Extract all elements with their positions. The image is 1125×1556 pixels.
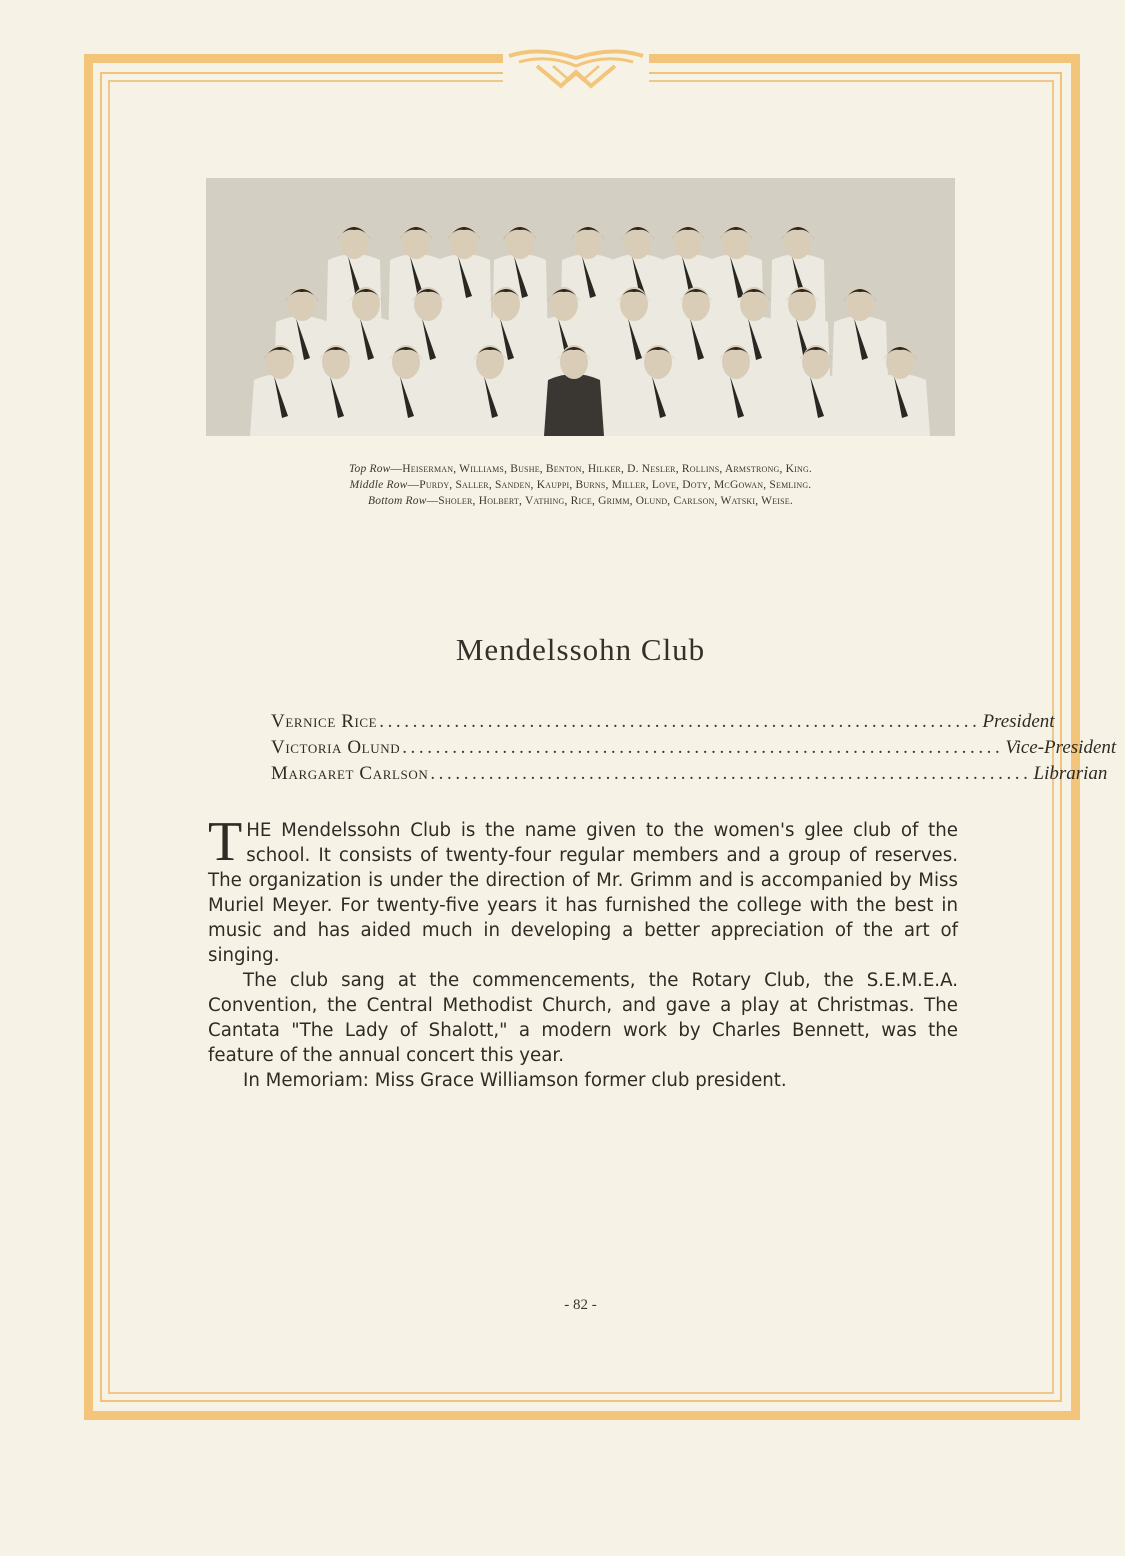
article-body bbox=[208, 811, 958, 1093]
top-ornament bbox=[503, 40, 649, 96]
group-photograph bbox=[206, 178, 955, 436]
paragraph-events: The club sang at the commencements, the Rotary Club, the S.E.M.E.A. Convention, the Central Methodist Church, and gave a play at Christmas. The Cantata "The Lady of Shalott," a modern work by Charles Bennett, was the feature of the annual concert this year. bbox=[208, 970, 958, 1066]
paragraph-memoriam: In Memoriam: Miss Grace Williamson former club president. bbox=[243, 1070, 787, 1091]
caption-top-row bbox=[206, 461, 955, 477]
drop-cap: T bbox=[208, 811, 243, 873]
caption-top-label: Top Row bbox=[348, 463, 391, 475]
officer-row bbox=[271, 735, 1117, 761]
leader-dots: ........................................................................ bbox=[402, 737, 1004, 758]
officers-list bbox=[271, 709, 1117, 787]
officer-row bbox=[271, 709, 1055, 735]
officer-name: Victoria Olund bbox=[271, 737, 401, 758]
page-number: - 82 - bbox=[564, 1297, 597, 1313]
officer-role: Vice-President bbox=[1005, 737, 1117, 758]
leader-dots: ........................................................................ bbox=[430, 763, 1032, 784]
officer-name: Vernice Rice bbox=[271, 711, 378, 732]
caption-middle-row bbox=[206, 477, 955, 493]
caption-top-names: —Heiserman, Williams, Bushe, Benton, Hilker, D. Nesler, Rollins, Armstrong, King. bbox=[390, 463, 813, 475]
caption-bottom-names: —Sholer, Holbert, Vathing, Rice, Grimm, Olund, Carlson, Watski, Weise. bbox=[426, 495, 793, 507]
photo-caption bbox=[206, 461, 955, 509]
caption-middle-names: —Purdy, Saller, Sanden, Kauppi, Burns, Miller, Love, Doty, McGowan, Semling. bbox=[407, 479, 812, 491]
caption-bottom-row bbox=[206, 493, 955, 509]
caption-bottom-label: Bottom Row bbox=[368, 495, 427, 507]
page-title: Mendelssohn Club bbox=[455, 632, 706, 667]
caption-middle-label: Middle Row bbox=[349, 479, 408, 491]
leader-dots: ........................................................................ bbox=[379, 711, 981, 732]
officer-role: President bbox=[982, 711, 1055, 732]
officer-name: Margaret Carlson bbox=[271, 763, 429, 784]
officer-row bbox=[271, 761, 1108, 787]
paragraph-intro-text: HE Mendelssohn Club is the name given to the women's glee club of the school. It consists of twenty-four regular members and a group of reserves. The organization is under the direction of Mr. Grimm and is accompanied by Miss Muriel Meyer. For twenty-five years it has furnished the college with the best in music and has aided much in developing a better appreciation of the art of singing. bbox=[208, 820, 958, 966]
officer-role: Librarian bbox=[1033, 763, 1108, 784]
paragraph-intro bbox=[208, 811, 958, 968]
